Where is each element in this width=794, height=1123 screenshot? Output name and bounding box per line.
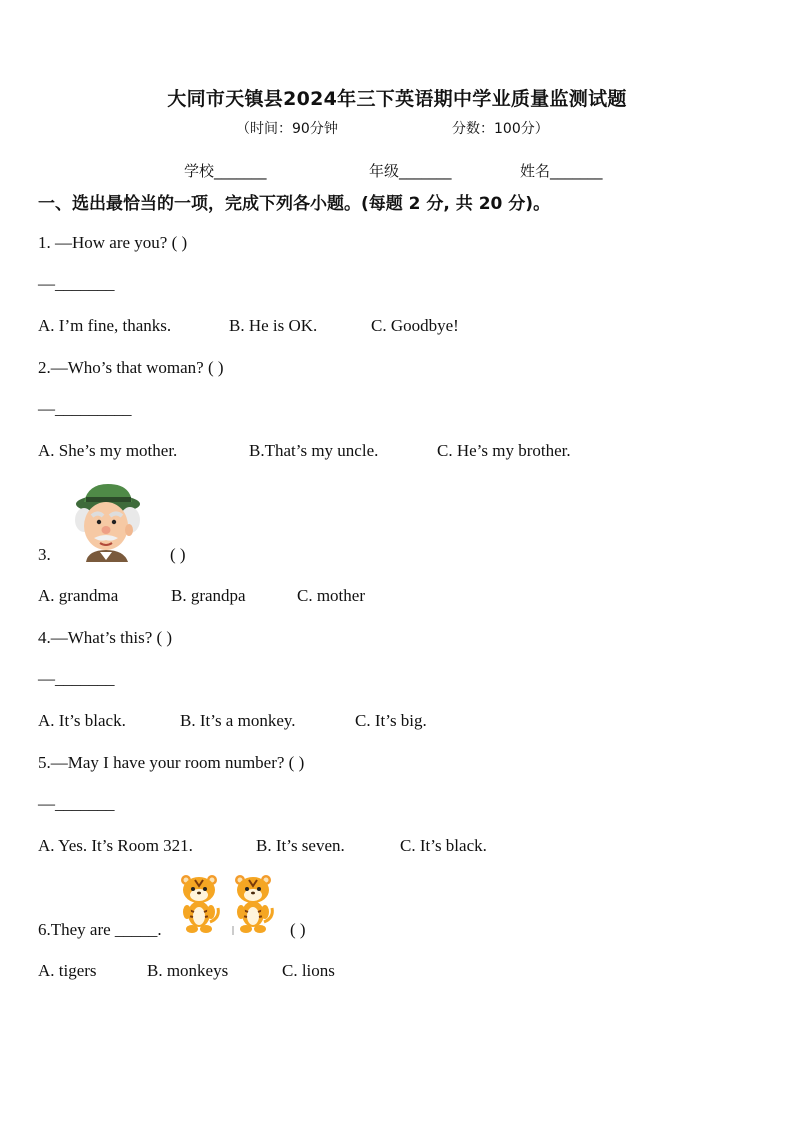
question-3-option-b[interactable]: B. grandpa xyxy=(171,586,246,605)
question-1-option-b[interactable]: B. He is OK. xyxy=(229,316,318,335)
question-3-answer-paren[interactable]: ( ) xyxy=(170,545,186,564)
question-2-option-c[interactable]: C. He’s my brother. xyxy=(437,441,571,460)
tigers-icon xyxy=(178,872,282,936)
question-1-option-a[interactable]: A. I’m fine, thanks. xyxy=(38,316,172,335)
question-4-option-c[interactable]: C. It’s big. xyxy=(355,711,427,730)
question-5-option-b[interactable]: B. It’s seven. xyxy=(256,836,345,855)
question-2-option-b[interactable]: B.That’s my uncle. xyxy=(249,441,379,460)
question-6-answer-paren[interactable]: ( ) xyxy=(290,920,306,939)
question-6-option-b[interactable]: B. monkeys xyxy=(147,961,229,980)
question-3-prompt: 3. xyxy=(38,545,51,564)
question-6-option-a[interactable]: A. tigers xyxy=(38,961,97,980)
question-5-option-a[interactable]: A. Yes. It’s Room 321. xyxy=(38,836,193,855)
question-1-answer-line[interactable]: —_______ xyxy=(38,274,115,293)
exam-time: （时间：90分钟 xyxy=(236,121,338,137)
question-4-prompt: 4.—What’s this? ( ) xyxy=(38,628,173,647)
question-2-option-a[interactable]: A. She’s my mother. xyxy=(38,441,178,460)
page-title: 大同市天镇县2024年三下英语期中学业质量监测试题 xyxy=(167,88,627,110)
question-6-prompt: 6.They are _____. xyxy=(38,920,162,939)
question-5-answer-line[interactable]: —_______ xyxy=(38,794,115,813)
exam-score: 分数：100分） xyxy=(452,121,549,137)
question-4-option-a[interactable]: A. It’s black. xyxy=(38,711,126,730)
question-3-option-a[interactable]: A. grandma xyxy=(38,586,119,605)
question-6-option-c[interactable]: C. lions xyxy=(282,961,335,980)
question-1-option-c[interactable]: C. Goodbye! xyxy=(371,316,459,335)
question-5-option-c[interactable]: C. It’s black. xyxy=(400,836,487,855)
question-2-prompt: 2.—Who’s that woman? ( ) xyxy=(38,358,224,377)
question-2-answer-line[interactable]: —_________ xyxy=(38,399,132,418)
school-field[interactable]: 学校_______ xyxy=(184,162,267,180)
grandpa-icon xyxy=(68,480,142,562)
question-4-answer-line[interactable]: —_______ xyxy=(38,669,115,688)
question-3-option-c[interactable]: C. mother xyxy=(297,586,365,605)
question-5-prompt: 5.—May I have your room number? ( ) xyxy=(38,753,305,772)
question-4-option-b[interactable]: B. It’s a monkey. xyxy=(180,711,296,730)
grade-field[interactable]: 年级_______ xyxy=(369,162,452,180)
name-field[interactable]: 姓名_______ xyxy=(520,162,603,180)
section-heading: 一、选出最恰当的一项，完成下列各小题。(每题 2 分, 共 20 分)。 xyxy=(38,194,551,214)
question-1-prompt: 1. —How are you? ( ) xyxy=(38,233,188,252)
